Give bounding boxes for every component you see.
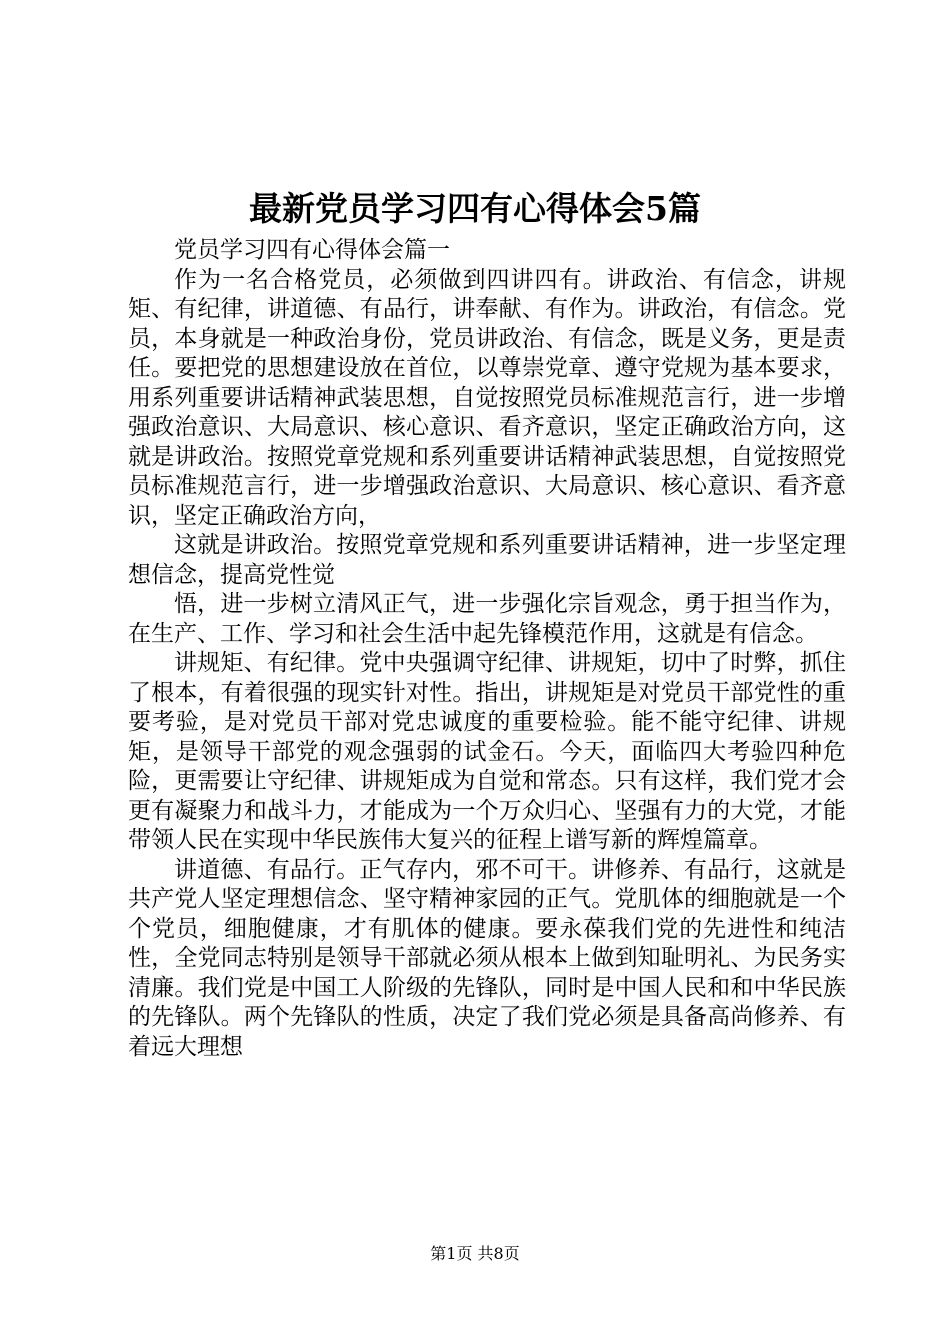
page-footer: 第1页 共8页 [430, 1244, 520, 1263]
paragraph: 作为一名合格党员，必须做到四讲四有。讲政治、有信念，讲规矩、有纪律，讲道德、有品行，讲奉献、有作为。讲政治，有信念。党员，本身就是一种政治身份，党员讲政治、有信念，既是义务，更是责任。要把党的思想建设放在首位，以尊崇党章、遵守党规为基本要求，用系列重要讲话精神武装思想，自觉按照党员标准规范言行，进一步增强政治意识、大局意识、核心意识、看齐意识，坚定正确政治方向，这就是讲政治。按照党章党规和系列重要讲话精神武装思想，自觉按照党员标准规范言行，进一步增强政治意识、大局意识、核心意识、看齐意识，坚定正确政治方向， [128, 266, 846, 529]
paragraph: 悟，进一步树立清风正气，进一步强化宗旨观念，勇于担当作为，在生产、工作、学习和社会生活中起先锋模范作用，这就是有信念。 [128, 591, 846, 647]
document-title: 最新党员学习四有心得体会5篇 [249, 189, 701, 228]
document-body [128, 236, 846, 1062]
section-heading: 党员学习四有心得体会篇一 [174, 237, 450, 263]
paragraph: 这就是讲政治。按照党章党规和系列重要讲话精神，进一步坚定理想信念，提高党性觉 [128, 532, 846, 588]
paragraph: 讲规矩、有纪律。党中央强调守纪律、讲规矩，切中了时弊，抓住了根本，有着很强的现实针对性。指出，讲规矩是对党员干部党性的重要考验，是对党员干部对党忠诚度的重要检验。能不能守纪律、讲规矩，是领导干部党的观念强弱的试金石。今天，面临四大考验四种危险，更需要让守纪律、讲规矩成为自觉和常态。只有这样，我们党才会更有凝聚力和战斗力，才能成为一个万众归心、坚强有力的大党，才能带领人民在实现中华民族伟大复兴的征程上谱写新的辉煌篇章。 [128, 650, 846, 853]
paragraph: 讲道德、有品行。正气存内，邪不可干。讲修养、有品行，这就是共产党人坚定理想信念、坚守精神家园的正气。党肌体的细胞就是一个个党员，细胞健康，才有肌体的健康。要永葆我们党的先进性和纯洁性，全党同志特别是领导干部就必须从根本上做到知耻明礼、为民务实清廉。我们党是中国工人阶级的先锋队，同时是中国人民和和中华民族的先锋队。两个先锋队的性质，决定了我们党必须是具备高尚修养、有着远大理想 [128, 856, 846, 1060]
